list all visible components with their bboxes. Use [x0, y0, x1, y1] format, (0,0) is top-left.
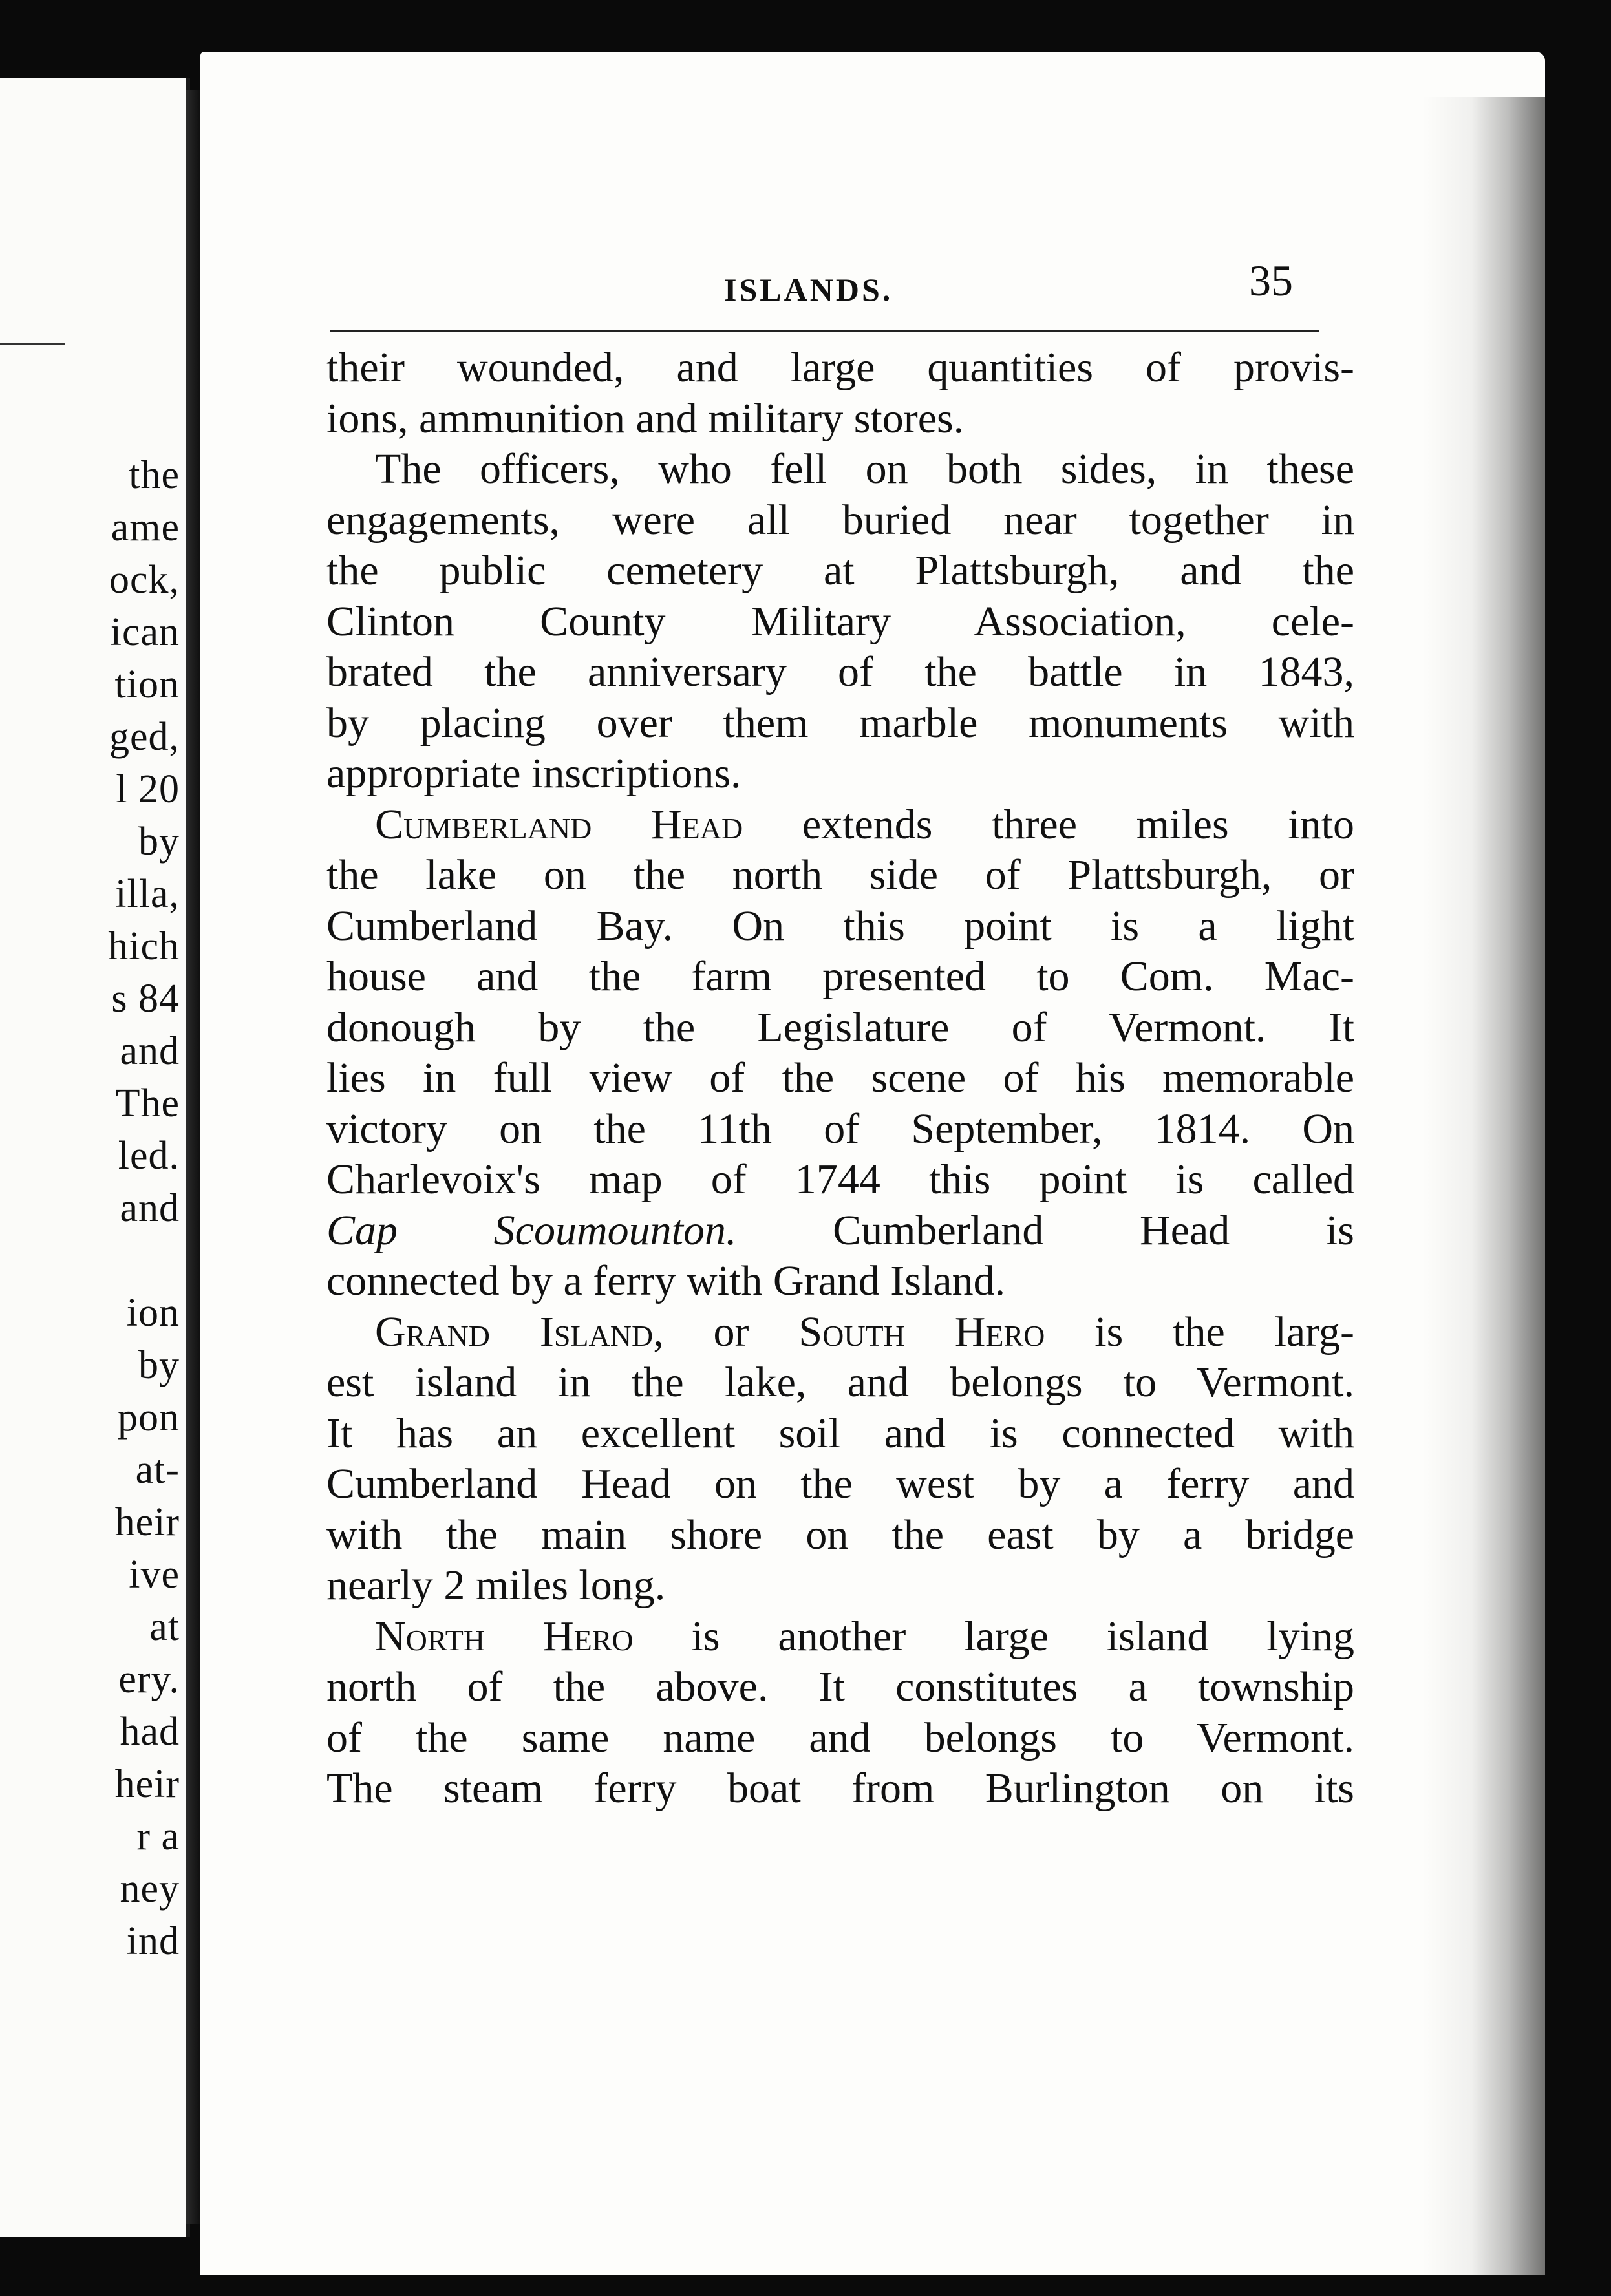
- text-line: nearly 2 miles long.: [326, 1562, 666, 1609]
- text-line: connected by a ferry with Grand Island.: [326, 1257, 1006, 1304]
- left-line: s 84: [111, 977, 180, 1021]
- text-line: [326, 1611, 1354, 1663]
- text-line: lies in full view of the scene of his memorable: [326, 1054, 1354, 1101]
- left-line: illa,: [115, 872, 180, 916]
- heading-grand-island: Grand Island: [375, 1308, 654, 1355]
- text-run: , or: [653, 1308, 799, 1355]
- left-line: hich: [108, 924, 180, 968]
- left-line: and: [120, 1186, 180, 1230]
- text-line: [326, 1307, 1354, 1358]
- heading-north-hero: North Hero: [375, 1612, 634, 1660]
- text-line: with the main shore on the east by a bridge: [326, 1511, 1354, 1558]
- text-line: by placing over them marble monuments with: [326, 699, 1354, 747]
- left-line: ion: [126, 1291, 180, 1335]
- heading-cumberland-head: Cumberland Head: [375, 800, 743, 848]
- left-line: had: [120, 1710, 180, 1754]
- text-line: victory on the 11th of September, 1814. On: [326, 1105, 1354, 1153]
- text-line: the public cemetery at Plattsburgh, and the: [326, 547, 1354, 594]
- left-line: l 20: [116, 767, 180, 811]
- left-line: ican: [110, 610, 180, 654]
- left-line: ame: [111, 505, 180, 549]
- left-line: heir: [114, 1762, 180, 1806]
- heading-south-hero: South Hero: [798, 1308, 1045, 1355]
- left-line: ged,: [109, 715, 180, 759]
- left-line: at: [149, 1605, 180, 1649]
- page-edge-shadow: [1422, 97, 1545, 2275]
- book-gutter: [186, 90, 200, 2224]
- text-line: engagements, were all buried near together in: [326, 496, 1354, 544]
- page-number: 35: [1249, 256, 1293, 305]
- text-line: est island in the lake, and belongs to Vermont.: [326, 1359, 1354, 1406]
- left-line: the: [129, 453, 180, 497]
- text-line: house and the farm presented to Com. Mac-: [326, 953, 1354, 1000]
- text-line: donough by the Legislature of Vermont. It: [326, 1003, 1354, 1051]
- text-run: is another large island lying: [633, 1612, 1354, 1660]
- left-line: and: [120, 1029, 180, 1073]
- text-line: It has an excellent soil and is connected with: [326, 1409, 1354, 1457]
- text-line: of the same name and belongs to Vermont.: [326, 1714, 1354, 1761]
- text-run: Cumberland Head is: [736, 1206, 1354, 1254]
- left-line: at-: [135, 1448, 180, 1492]
- left-line: led.: [118, 1134, 180, 1178]
- text-line: the lake on the north side of Plattsburgh, or: [326, 851, 1354, 898]
- left-page-text: [0, 449, 180, 1968]
- left-line: r a: [136, 1814, 180, 1858]
- text-line: appropriate inscriptions.: [326, 750, 741, 797]
- text-line: [326, 800, 1354, 851]
- page-header: [330, 255, 1319, 326]
- left-facing-page: [0, 78, 190, 2237]
- text-line: their wounded, and large quantities of provis-: [326, 344, 1354, 391]
- italic-place-name: Cap Scoumounton.: [326, 1206, 737, 1254]
- text-line: ions, ammunition and military stores.: [326, 394, 965, 442]
- left-line: by: [138, 820, 180, 864]
- header-rule: [330, 330, 1319, 332]
- text-line: Clinton County Military Association, cele-: [326, 597, 1354, 645]
- text-line: brated the anniversary of the battle in 1843,: [326, 648, 1354, 696]
- text-line: The steam ferry boat from Burlington on its: [326, 1765, 1354, 1812]
- text-run: is the larg-: [1045, 1308, 1354, 1355]
- left-line: ive: [129, 1553, 180, 1597]
- text-line: Cumberland Head on the west by a ferry and: [326, 1460, 1354, 1507]
- left-line: The: [115, 1081, 180, 1125]
- text-run: extends three miles into: [743, 800, 1354, 848]
- running-head: ISLANDS.: [724, 271, 893, 308]
- text-line: [326, 1206, 1354, 1257]
- left-line: [0, 1235, 180, 1287]
- body-text: [326, 343, 1354, 1814]
- text-line: The officers, who fell on both sides, in these: [375, 445, 1354, 493]
- text-line: Cumberland Bay. On this point is a light: [326, 902, 1354, 950]
- text-line: Charlevoix's map of 1744 this point is called: [326, 1156, 1354, 1203]
- left-line: ney: [120, 1867, 180, 1911]
- left-line: tion: [114, 663, 180, 707]
- text-line: north of the above. It constitutes a township: [326, 1663, 1354, 1710]
- left-page-rule: [0, 343, 65, 345]
- left-line: ery.: [118, 1657, 180, 1701]
- left-line: by: [138, 1343, 180, 1387]
- left-line: ock,: [109, 558, 180, 602]
- left-line: heir: [114, 1500, 180, 1544]
- left-line: pon: [118, 1396, 180, 1440]
- left-line: ind: [126, 1919, 180, 1963]
